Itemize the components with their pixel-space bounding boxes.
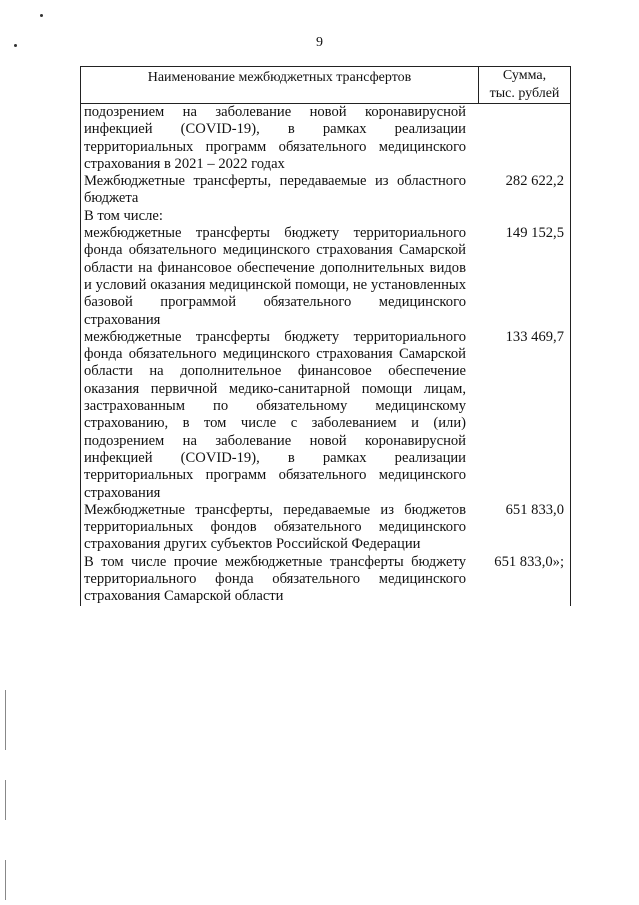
row-value: 651 833,0»;: [494, 553, 564, 570]
row-value: [471, 104, 570, 173]
row-name: В том числе прочие межбюджетные трансферты бюджету территориального фонда обязательного медицинского страхования Самарской области: [84, 553, 466, 605]
table-body: [80, 104, 571, 606]
header-name-cell: Наименование межбюджетных трансфертов: [81, 67, 479, 103]
row-name: Межбюджетные трансферты, передаваемые из бюджетов территориальных фондов обязательного медицинского страхования других субъектов Российской Федерации: [84, 501, 466, 553]
table-row: [81, 329, 570, 502]
table-row: [81, 225, 570, 329]
scan-edge-mark: [5, 860, 6, 900]
header-sum-line1: Сумма,: [502, 68, 547, 83]
table-row: [81, 502, 570, 554]
header-sum-cell: [479, 67, 570, 103]
table-row: [81, 173, 570, 208]
row-value: 133 469,7: [505, 328, 564, 345]
row-value: 282 622,2: [505, 173, 564, 190]
row-name: межбюджетные трансферты бюджету территориального фонда обязательного медицинского страхования Самарской области на финансовое обеспечение дополнительных видов и условий оказания медицинской помощи, не установленных базовой программой обязательного медицинского страхования: [84, 225, 466, 328]
header-sum-line2: тыс. рублей: [489, 86, 560, 101]
table-row: [81, 554, 570, 606]
row-name: межбюджетные трансферты бюджету территориального фонда обязательного медицинского страхования Самарской области на дополнительное финансовое обеспечение оказания первичной медико-санитарной помощи лицам, застрахованным по обязательному медицинскому страхованию, в том числе с заболеванием и (или) подозрением на заболевание новой коронавирусной инфекцией (COVID-19), в рамках реализации территориальных программ обязательного медицинского страхования: [84, 328, 466, 501]
row-value: [471, 208, 570, 225]
scan-dot: [40, 14, 43, 17]
table-row: [81, 104, 570, 173]
page-number: 9: [316, 35, 323, 50]
row-value: 651 833,0: [505, 501, 564, 518]
table-header: [80, 66, 571, 104]
row-name: Межбюджетные трансферты, передаваемые из областного бюджета: [84, 173, 466, 207]
row-name: подозрением на заболевание новой коронавирусной инфекцией (COVID-19), в рамках реализации территориальных программ обязательного медицинского страхования в 2021 – 2022 годах: [84, 104, 466, 172]
row-value: 149 152,5: [505, 225, 564, 242]
row-name: В том числе:: [84, 207, 163, 224]
scan-edge-mark: [5, 780, 6, 820]
scan-edge-mark: [5, 690, 6, 750]
table-row: [81, 208, 570, 225]
